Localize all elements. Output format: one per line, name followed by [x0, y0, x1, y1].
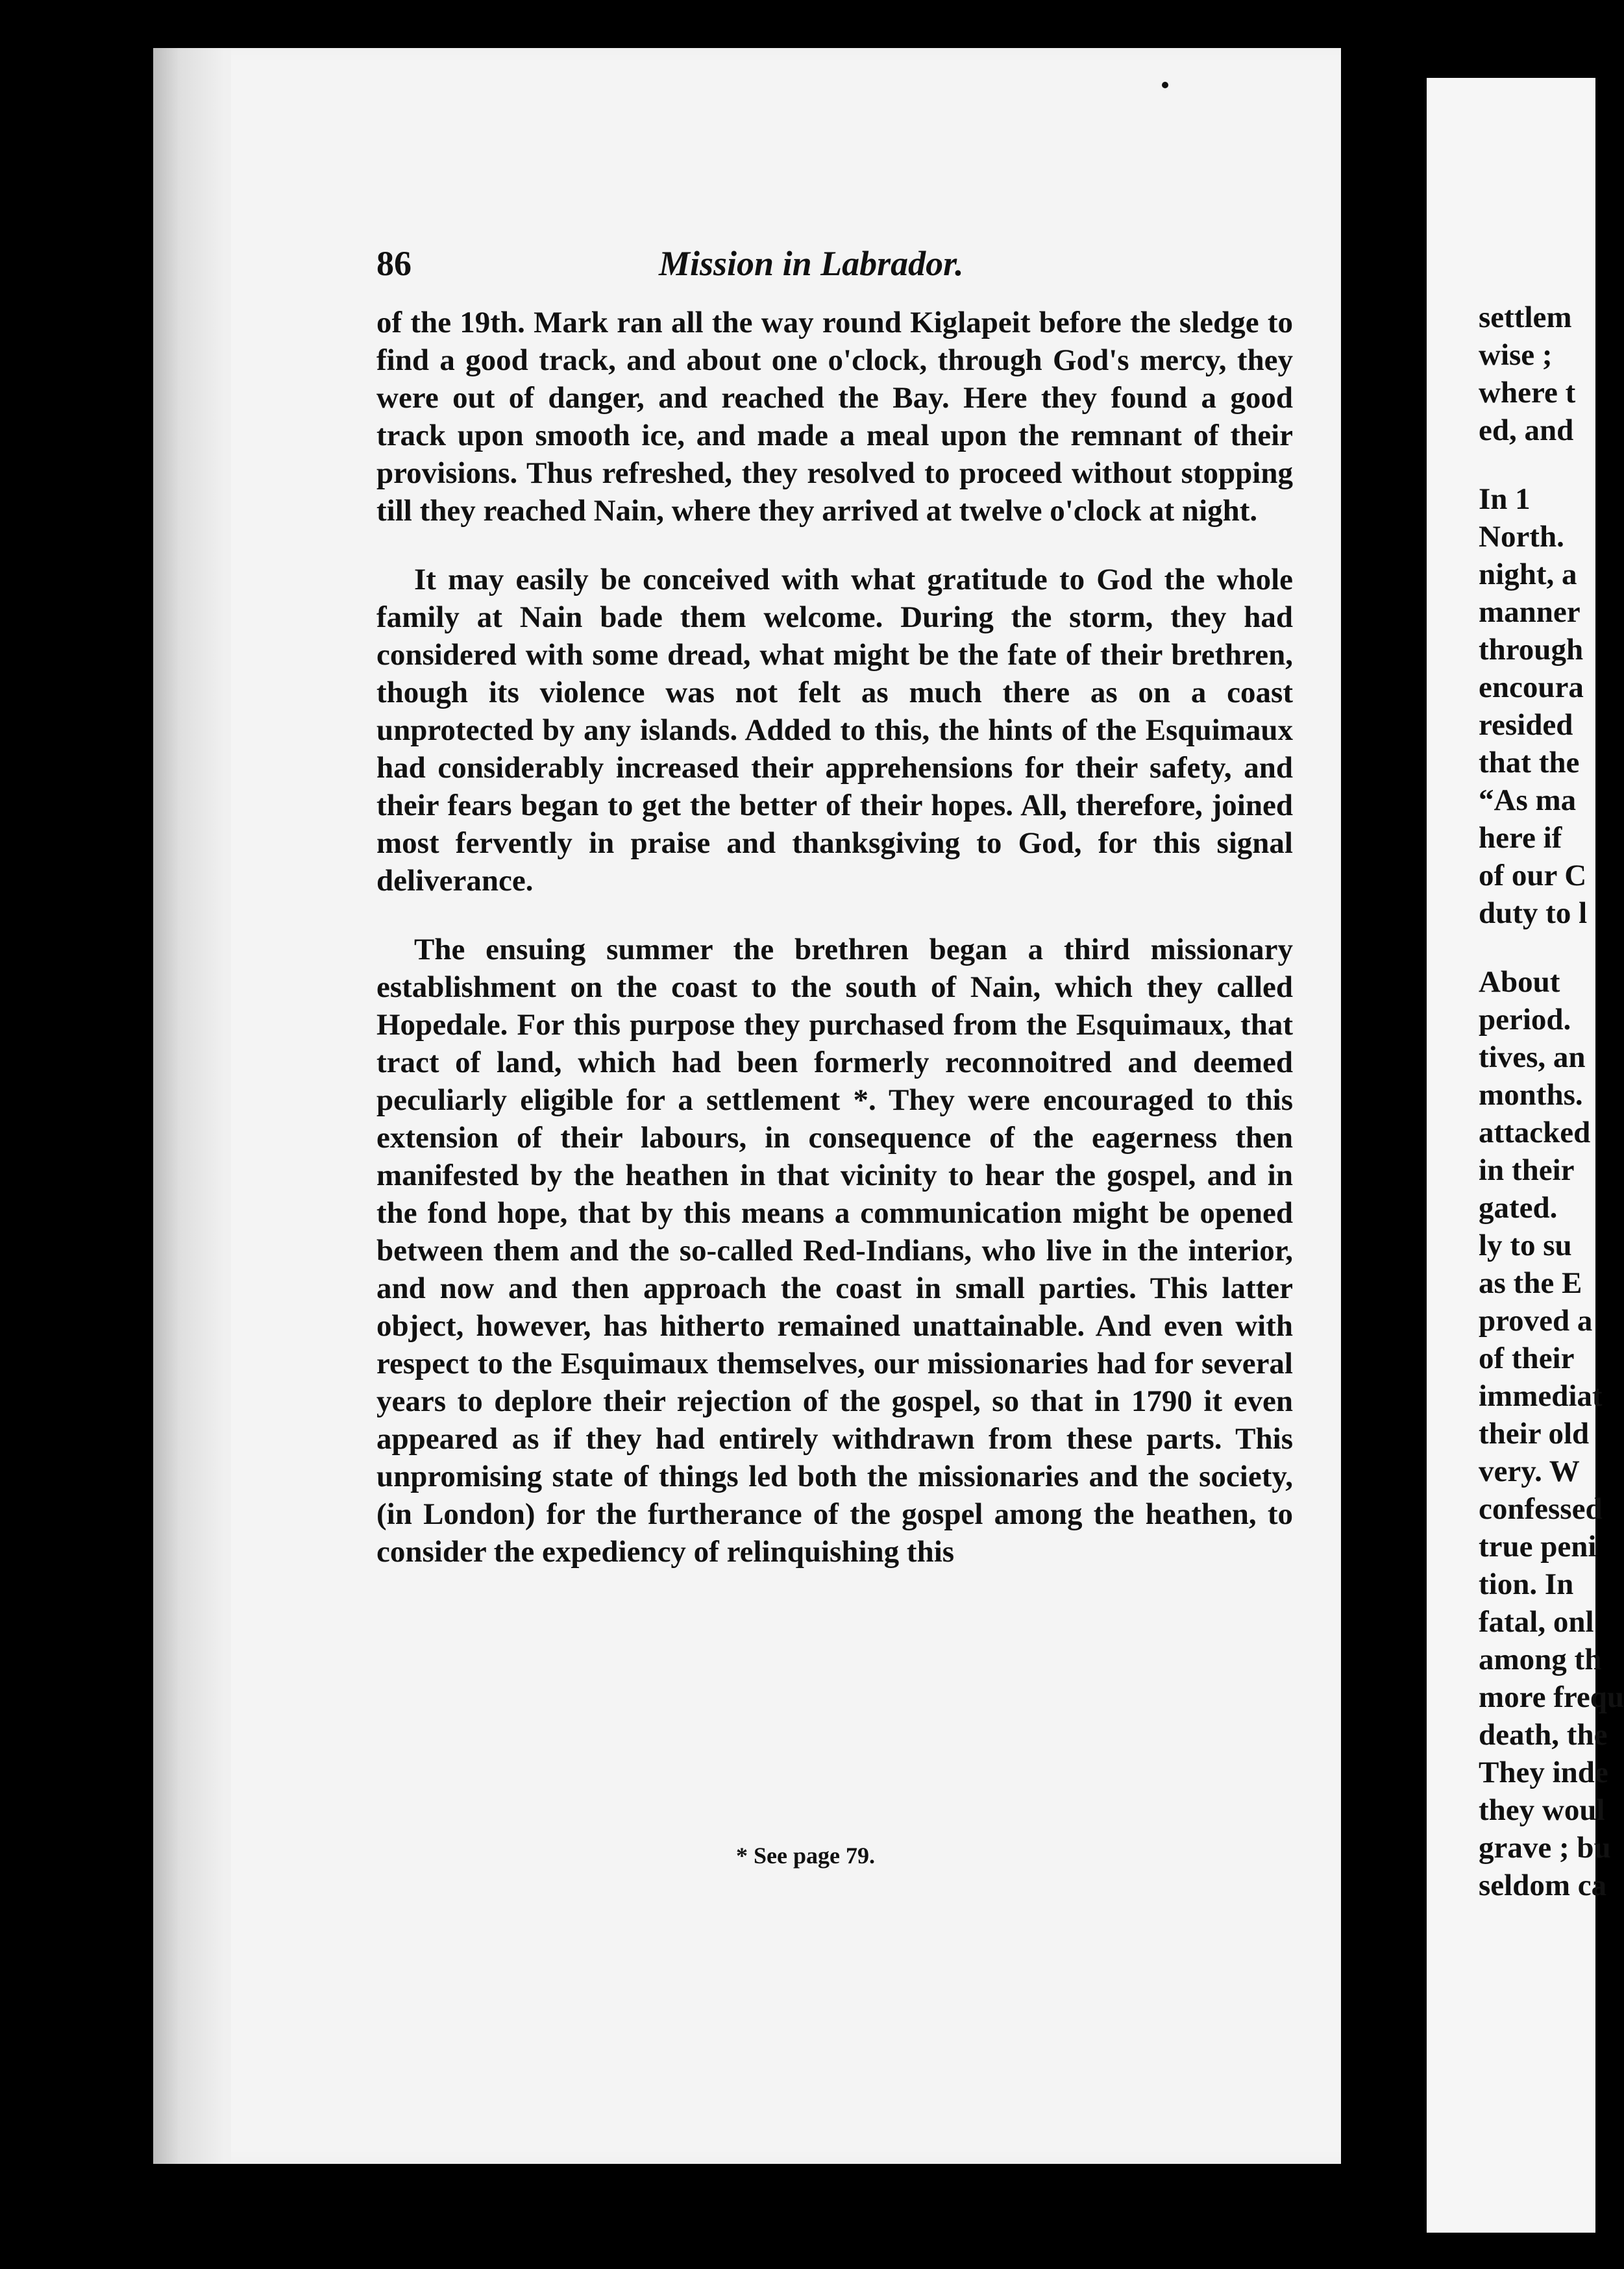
facing-page-line: immediat [1479, 1379, 1603, 1413]
page-edge [153, 48, 231, 2164]
facing-page-line: months. [1479, 1078, 1583, 1112]
facing-page-line: their old [1479, 1417, 1590, 1451]
facing-page-line: period. [1479, 1003, 1571, 1036]
facing-page-line: seldom ca [1479, 1869, 1607, 1902]
facing-page-line: ly to su [1479, 1229, 1572, 1262]
paragraph-gap [1479, 449, 1595, 480]
facing-page-line: manner [1479, 595, 1581, 629]
facing-page-line: true peni [1479, 1530, 1597, 1564]
facing-page-line: settlem [1479, 300, 1572, 334]
facing-page-line: In 1 [1479, 482, 1531, 516]
facing-page-line: tives, an [1479, 1040, 1586, 1074]
facing-page-line: tion. In [1479, 1567, 1574, 1601]
page-header [376, 243, 1285, 295]
facing-page-line: attacked [1479, 1116, 1591, 1149]
facing-page-line: through [1479, 633, 1584, 667]
book-gutter [1341, 0, 1427, 2269]
paragraph-3: The ensuing summer the brethren began a third missionary establishment on the coast to the south of Nain, which they called Hopedale. For this purpose they purchased from the Esquimaux, that tract of land, which had been formerly reconnoitred and deemed peculiarly eligible for a settlement *. They were encouraged to this extension of their labours, in consequence of the eagerness then manifested by the heathen in that vicinity to hear the gospel, and in the fond hope, that by this means a communication might be opened between them and the so-called Red-Indians, who live in the interior, and now and then approach the coast in small parties. This latter object, however, has hitherto remained unattainable. And even with respect to the Esquimaux themselves, our missionaries had for several years to deplore their rejection of the gospel, so that in 1790 it even appeared as if they had entirely withdrawn from these parts. This unpromising state of things led both the missionaries and the society, (in London) for the furtherance of the gospel among the heathen, to consider the expediency of relinquishing this [376, 933, 1293, 1569]
facing-page-line: ed, and [1479, 413, 1574, 447]
facing-page-line: encoura [1479, 670, 1584, 704]
paragraph-1: of the 19th. Mark ran all the way round Kiglapeit before the sledge to find a good track, and about one o'clock, through God's mercy, they were out of danger, and reached the Bay. Here they found a good track upon smooth ice, and made a meal upon the remnant of their provisions. Thus refreshed, they resolved to proceed without stopping till they reached Nain, where they arrived at twelve o'clock at night. [376, 306, 1293, 528]
facing-page-line: resided [1479, 708, 1573, 742]
facing-page-text [1479, 299, 1624, 1904]
facing-page-line: death, the [1479, 1718, 1608, 1752]
facing-page-line: grave ; bu [1479, 1831, 1611, 1865]
facing-page-line: in their [1479, 1153, 1575, 1187]
facing-page-line: more frequ [1479, 1680, 1624, 1714]
facing-page-line: here if [1479, 821, 1562, 855]
facing-page-line: duty to l [1479, 896, 1588, 930]
facing-page-line: very. W [1479, 1454, 1580, 1488]
paragraph-2: It may easily be conceived with what gratitude to God the whole family at Nain bade them welcome. During the storm, they had considered with some dread, what might be the fate of their brethren, though its violence was not felt as much there as on a coast unprotected by any islands. Added to this, the hints of the Esquimaux had considerably increased their apprehensions for their safety, and their fears began to get the better of their hopes. All, therefore, joined most fervently in praise and thanksgiving to God, for this signal deliverance. [376, 563, 1293, 898]
facing-page-line: proved a [1479, 1304, 1593, 1338]
facing-page-line: of their [1479, 1342, 1575, 1375]
facing-page-line: About [1479, 965, 1560, 999]
facing-page-line: “As ma [1479, 783, 1577, 817]
facing-page-line: wise ; [1479, 338, 1553, 372]
facing-page-line: confessed [1479, 1492, 1603, 1526]
facing-page-line: fatal, onl [1479, 1605, 1594, 1639]
facing-page-line: where t [1479, 376, 1576, 410]
paragraph-gap [1479, 932, 1595, 963]
facing-page-line: that the [1479, 746, 1580, 779]
page-number: 86 [376, 244, 412, 283]
facing-page-line: They inde [1479, 1756, 1608, 1789]
facing-page-line: night, a [1479, 558, 1577, 591]
ink-speck [1162, 82, 1168, 88]
running-head: Mission in Labrador. [659, 244, 964, 283]
facing-page-line: as the E [1479, 1266, 1582, 1300]
footnote: * See page 79. [736, 1843, 875, 1869]
facing-page-line: among th [1479, 1643, 1602, 1676]
facing-page-line: of our C [1479, 859, 1587, 892]
facing-page-line: gated. [1479, 1191, 1558, 1225]
body-text [376, 304, 1293, 1571]
facing-page-line: North. [1479, 520, 1564, 554]
facing-page-line: they woul [1479, 1793, 1605, 1827]
